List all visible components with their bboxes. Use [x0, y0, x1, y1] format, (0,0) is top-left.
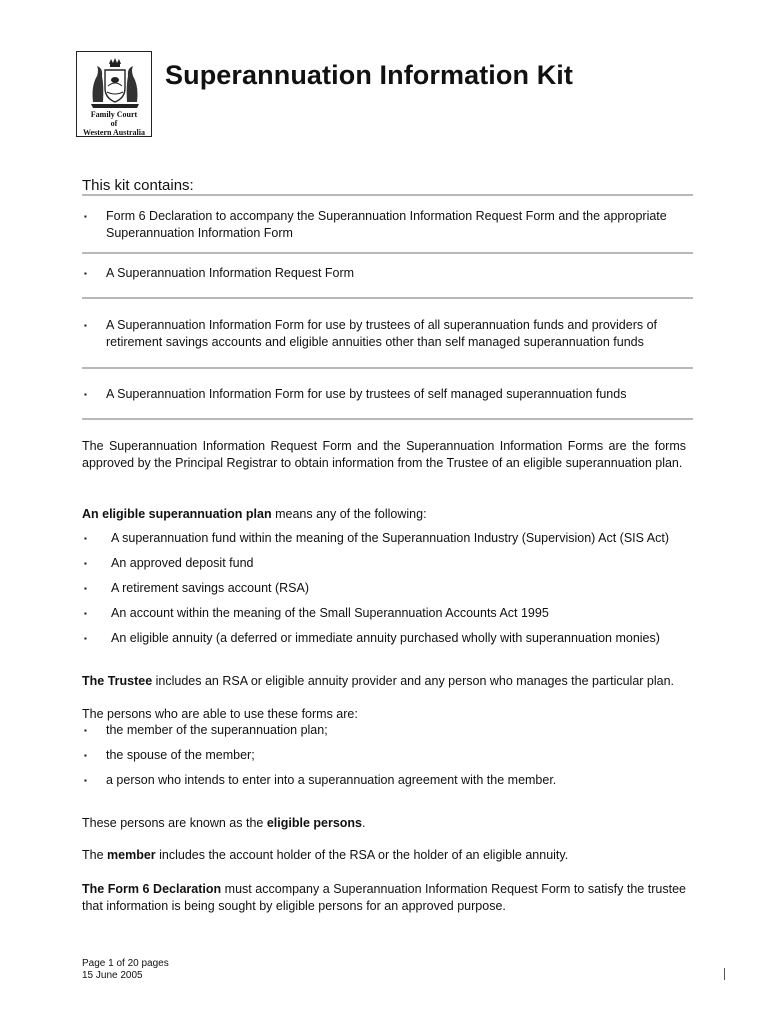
page-number: Page 1 of 20 pages: [82, 958, 169, 969]
bullet-icon: ▪: [84, 584, 87, 593]
eligible-persons-note: These persons are known as the eligible persons.: [82, 816, 366, 830]
bullet-icon: ▪: [84, 269, 87, 278]
divider: [82, 297, 693, 299]
bullet-icon: ▪: [84, 634, 87, 643]
list-item: ▪ An approved deposit fund: [84, 556, 254, 570]
bullet-icon: ▪: [84, 390, 87, 399]
bullet-icon: ▪: [84, 559, 87, 568]
form6-declaration-note: The Form 6 Declaration must accompany a Superannuation Information Request Form to satisfy the trustee that information is being sought by eligible persons for an approved purpose.: [82, 882, 686, 913]
divider: [82, 194, 693, 196]
kit-item: ▪ A Superannuation Information Request Form: [84, 266, 355, 280]
coat-of-arms-icon: [85, 56, 145, 110]
member-definition: The member includes the account holder of the RSA or the holder of an eligible annuity.: [82, 848, 569, 862]
text-cursor: [724, 968, 725, 980]
kit-item: ▪ A Superannuation Information Form for use by trustees of self managed superannuation funds: [84, 387, 627, 401]
kit-item: ▪ Form 6 Declaration to accompany the Superannuation Information Request Form and the appropriate Superannuation Information Form: [84, 209, 667, 240]
list-item: ▪ An account within the meaning of the Small Superannuation Accounts Act 1995: [84, 606, 549, 620]
bullet-icon: ▪: [84, 726, 87, 735]
footer-date: 15 June 2005: [82, 969, 143, 981]
list-item: ▪ the spouse of the member;: [84, 748, 255, 762]
persons-intro: The persons who are able to use these forms are:: [82, 707, 358, 721]
list-item: ▪ A retirement savings account (RSA): [84, 581, 309, 595]
bullet-icon: ▪: [84, 776, 87, 785]
eligible-plan-definition: An eligible superannuation plan means any of the following:: [82, 507, 427, 521]
bullet-icon: ▪: [84, 212, 87, 221]
list-item: ▪ An eligible annuity (a deferred or immediate annuity purchased wholly with superannuation monies): [84, 631, 660, 645]
list-item: ▪ the member of the superannuation plan;: [84, 723, 328, 737]
bullet-icon: ▪: [84, 534, 87, 543]
kit-item: ▪ A Superannuation Information Form for use by trustees of all superannuation funds and providers of retirement savings accounts and eligible annuities other than self managed superannuation funds: [84, 318, 658, 349]
page-footer: [82, 958, 169, 981]
court-logo: [76, 51, 152, 137]
divider: [82, 252, 693, 254]
kit-heading: This kit contains:: [82, 177, 194, 194]
intro-paragraph: The Superannuation Information Request Form and the Superannuation Information Forms are the forms approved by the Principal Registrar to obtain information from the Trustee of an eligible superannuation plan.: [82, 439, 686, 470]
list-item: ▪ A superannuation fund within the meaning of the Superannuation Industry (Supervision) Act (SIS Act): [84, 531, 669, 545]
list-item: ▪ a person who intends to enter into a superannuation agreement with the member.: [84, 773, 557, 787]
bullet-icon: ▪: [84, 321, 87, 330]
page-title: Superannuation Information Kit: [165, 60, 573, 90]
bullet-icon: ▪: [84, 609, 87, 618]
divider: [82, 418, 693, 420]
bullet-icon: ▪: [84, 751, 87, 760]
trustee-definition: The Trustee includes an RSA or eligible annuity provider and any person who manages the particular plan.: [82, 674, 675, 688]
logo-caption: Family Court of Western Australia: [83, 110, 145, 137]
divider: [82, 367, 693, 369]
